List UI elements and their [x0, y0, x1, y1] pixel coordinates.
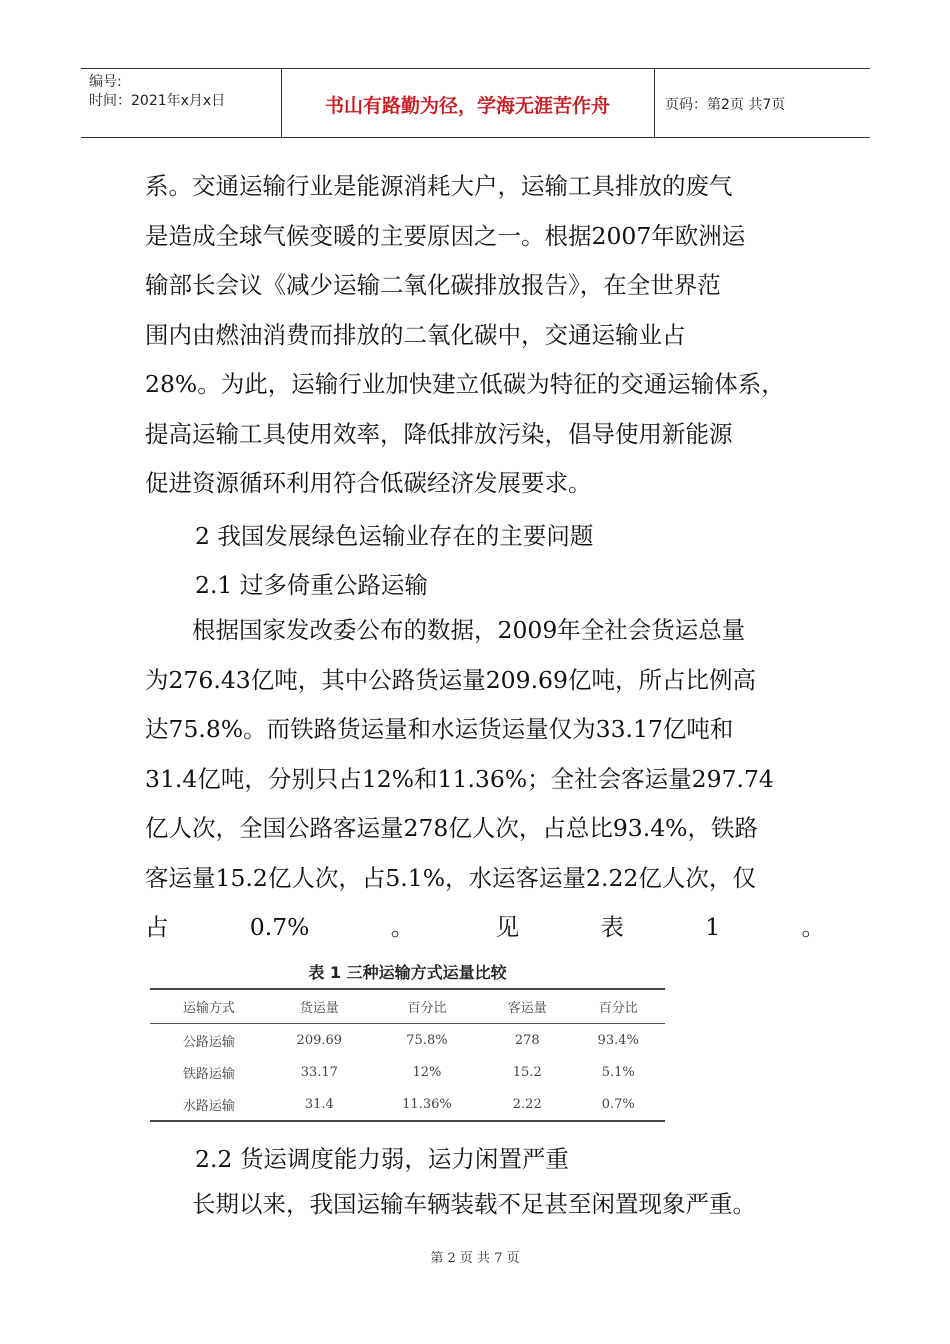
table-title: 表 1 三种运输方式运量比较: [308, 963, 507, 982]
table-cell: 31.4: [268, 1088, 371, 1121]
text-line: 31.4亿吨，分别只占12%和11.36%；全社会客运量297.74: [145, 764, 774, 793]
column-header: 运输方式: [150, 989, 268, 1024]
text-line: 围内由燃油消费而排放的二氧化碳中，交通运输业占: [145, 320, 686, 349]
transport-table: [150, 988, 665, 1122]
text-line: 促进资源循环利用符合低碳经济发展要求。: [145, 469, 592, 497]
table-row: [150, 1088, 665, 1121]
text-token: 。: [390, 913, 415, 941]
text-token: 。: [801, 913, 825, 941]
table-cell: 公路运输: [182, 1034, 235, 1050]
text-line: 28%。为此，运输行业加快建立低碳为特征的交通运输体系，: [145, 370, 785, 398]
column-header: 客运量: [483, 989, 571, 1024]
page-header: [81, 68, 870, 138]
text-line: 为276.43亿吨，其中公路货运量209.69亿吨，所占比例高: [145, 665, 756, 694]
table-row: [150, 1056, 665, 1088]
table-cell: 12%: [412, 1064, 442, 1080]
paragraph: [145, 162, 825, 509]
text-line: 亿人次，全国公路客运量278亿人次，占总比93.4%，铁路: [145, 814, 759, 842]
paragraph: [145, 606, 825, 953]
column-header: 货运量: [268, 989, 371, 1024]
subsection-heading: 2.2 货运调度能力弱，运力闲置严重: [195, 1145, 569, 1173]
table-cell: 93.4%: [597, 1032, 639, 1048]
text-line: 根据国家发改委公布的数据，2009年全社会货运总量: [145, 616, 746, 644]
table-cell: 5.1%: [601, 1064, 635, 1080]
text-line: 客运量15.2亿人次，占5.1%，水运客运量2.22亿人次，仅: [145, 863, 756, 892]
table-cell: 2.22: [483, 1088, 571, 1121]
table-cell: 75.8%: [406, 1032, 448, 1048]
text-line: 长期以来，我国运输车辆装载不足甚至闲置现象严重。: [145, 1190, 756, 1218]
column-header: 百分比: [571, 989, 665, 1024]
text-line: 达75.8%。而铁路货运量和水运货运量仅为33.17亿吨和: [145, 715, 734, 743]
column-header: 百分比: [371, 989, 483, 1024]
table-cell: 水路运输: [150, 1088, 268, 1121]
text-token: 0.7%: [249, 913, 310, 941]
text-token: 1: [705, 913, 721, 941]
header-meta: [89, 73, 225, 111]
text-line: 是造成全球气候变暖的主要原因之一。根据2007年欧洲运: [145, 221, 746, 250]
text-line: 输部长会议《减少运输二氧化碳排放报告》，在全世界范: [145, 271, 721, 299]
text-token: 占: [145, 913, 169, 941]
page-footer: 第 2 页 共 7 页: [430, 1251, 520, 1266]
number-label: 编号:: [89, 74, 122, 90]
text-token: 表: [600, 913, 624, 941]
text-token: 见: [495, 913, 520, 941]
header-divider: [654, 69, 655, 137]
time-label: 时间：2021年x月x日: [89, 93, 226, 109]
paragraph: [145, 1180, 825, 1230]
text-line: 系。交通运输行业是能源消耗大户，运输工具排放的废气: [145, 172, 733, 200]
table-header-row: [150, 989, 665, 1024]
table-cell: 278: [514, 1032, 540, 1048]
table-cell: 33.17: [300, 1064, 338, 1080]
table-cell: 11.36%: [371, 1088, 483, 1121]
subsection-heading: 2.1 过多倚重公路运输: [195, 571, 428, 599]
table-row: [150, 1024, 665, 1057]
section-heading: 2 我国发展绿色运输业存在的主要问题: [195, 522, 594, 550]
text-line: 提高运输工具使用效率，降低排放污染，倡导使用新能源: [145, 419, 733, 448]
header-motto: 书山有路勤为径，学海无涯苦作舟: [324, 95, 610, 117]
table-cell: 铁路运输: [182, 1066, 235, 1082]
header-page-code: 页码：第2页 共7页: [665, 97, 786, 113]
table-cell: 0.7%: [571, 1088, 665, 1121]
justified-line: [145, 903, 825, 953]
table-cell: 209.69: [296, 1032, 343, 1048]
table-cell: 15.2: [512, 1064, 542, 1080]
